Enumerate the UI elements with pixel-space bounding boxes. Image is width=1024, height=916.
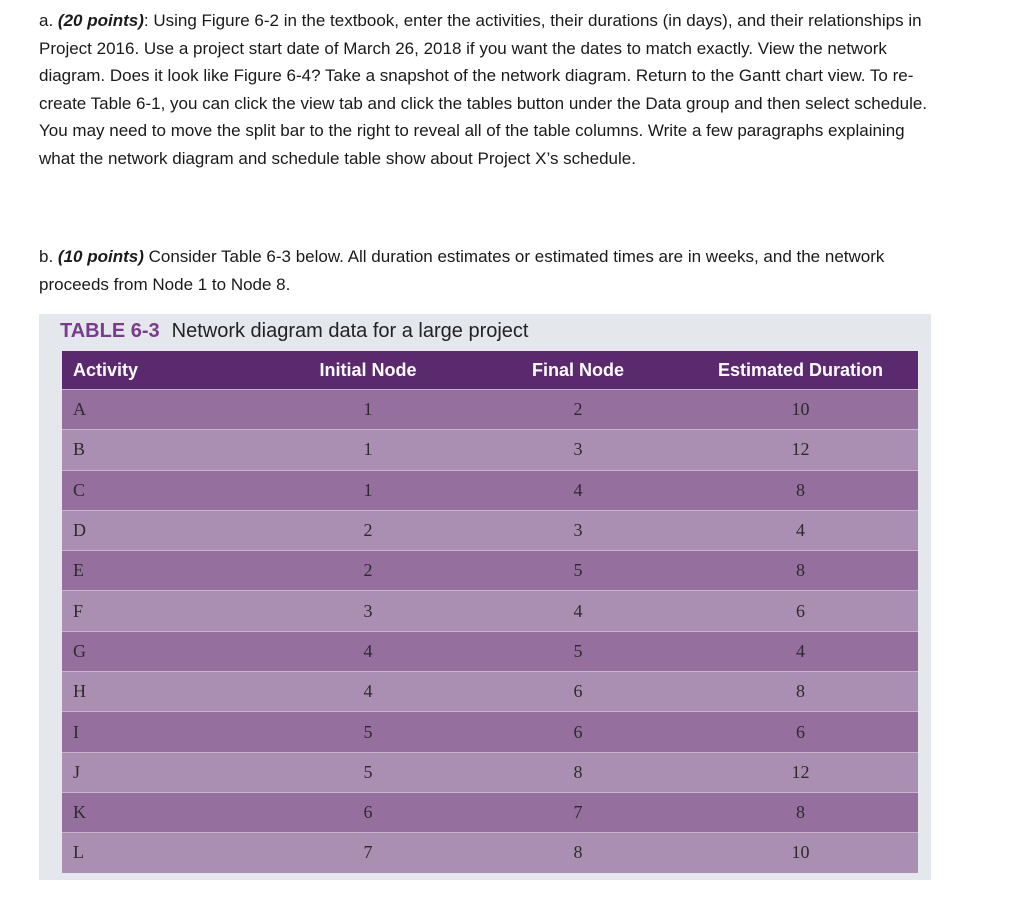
cell-activity: J (62, 752, 263, 792)
cell-activity: D (62, 510, 263, 550)
cell-final-node: 6 (473, 672, 683, 712)
table-row (62, 510, 918, 550)
table-panel (39, 314, 931, 880)
part-b-text: Consider Table 6-3 below. All duration estimates or estimated times are in weeks, and the network proceeds from Node 1 to Node 8. (39, 247, 885, 294)
network-diagram-table (62, 351, 918, 873)
cell-estimated-duration: 8 (683, 470, 918, 510)
cell-estimated-duration: 8 (683, 551, 918, 591)
cell-estimated-duration: 4 (683, 510, 918, 550)
table-caption-label: TABLE 6-3 (60, 320, 160, 342)
part-b-paragraph (39, 243, 944, 298)
table-row (62, 390, 918, 430)
cell-activity: I (62, 712, 263, 752)
table-caption-title: Network diagram data for a large project (171, 320, 529, 342)
cell-activity: H (62, 672, 263, 712)
table-row (62, 551, 918, 591)
cell-estimated-duration: 4 (683, 631, 918, 671)
part-a-points: (20 points) (57, 11, 144, 30)
cell-final-node: 5 (473, 631, 683, 671)
cell-final-node: 3 (473, 510, 683, 550)
part-a-text: : Using Figure 6-2 in the textbook, enter the activities, their durations (in days), and their relationships in Project 2016. Use a project start date of March 26, 2018 if you want the dates to match exactly. View the network diagram. Does it look like Figure 6-4? Take a snapshot of the network diagram. Return to the Gantt chart view. To re-create Table 6-1, you can click the view tab and click the tables button under the Data group and then select schedule. You may need to move the split bar to the right to reveal all of the table columns. Write a few paragraphs explaining what the network diagram and schedule table show about Project X’s schedule. (39, 11, 928, 168)
cell-final-node: 7 (473, 792, 683, 832)
table-row (62, 712, 918, 752)
table-row (62, 672, 918, 712)
header-estimated-duration: Estimated Duration (683, 351, 918, 390)
cell-initial-node: 4 (263, 631, 473, 671)
table-row (62, 631, 918, 671)
cell-activity: G (62, 631, 263, 671)
cell-estimated-duration: 8 (683, 792, 918, 832)
cell-initial-node: 1 (263, 470, 473, 510)
cell-initial-node: 5 (263, 712, 473, 752)
header-activity: Activity (62, 351, 263, 390)
part-a-label: a. (39, 11, 54, 30)
cell-activity: C (62, 470, 263, 510)
cell-estimated-duration: 12 (683, 430, 918, 470)
table-row (62, 470, 918, 510)
table-row (62, 792, 918, 832)
cell-initial-node: 1 (263, 390, 473, 430)
header-initial-node: Initial Node (263, 351, 473, 390)
cell-activity: L (62, 833, 263, 873)
cell-activity: E (62, 551, 263, 591)
cell-initial-node: 5 (263, 752, 473, 792)
cell-initial-node: 2 (263, 510, 473, 550)
table-caption (60, 319, 528, 343)
cell-final-node: 3 (473, 430, 683, 470)
header-final-node: Final Node (473, 351, 683, 390)
cell-initial-node: 3 (263, 591, 473, 631)
cell-final-node: 6 (473, 712, 683, 752)
part-b-label: b. (39, 247, 54, 266)
cell-initial-node: 6 (263, 792, 473, 832)
cell-initial-node: 1 (263, 430, 473, 470)
cell-estimated-duration: 10 (683, 833, 918, 873)
table-header-row (62, 351, 918, 390)
cell-initial-node: 7 (263, 833, 473, 873)
cell-final-node: 2 (473, 390, 683, 430)
cell-estimated-duration: 6 (683, 712, 918, 752)
cell-initial-node: 4 (263, 672, 473, 712)
table-body (62, 390, 918, 873)
cell-activity: K (62, 792, 263, 832)
cell-estimated-duration: 12 (683, 752, 918, 792)
cell-activity: B (62, 430, 263, 470)
cell-estimated-duration: 10 (683, 390, 918, 430)
cell-final-node: 4 (473, 470, 683, 510)
cell-estimated-duration: 6 (683, 591, 918, 631)
table-row (62, 430, 918, 470)
part-b-points: (10 points) (57, 247, 144, 266)
cell-final-node: 8 (473, 833, 683, 873)
cell-final-node: 8 (473, 752, 683, 792)
part-a-paragraph (39, 7, 944, 172)
cell-final-node: 4 (473, 591, 683, 631)
table-row (62, 752, 918, 792)
cell-estimated-duration: 8 (683, 672, 918, 712)
cell-activity: F (62, 591, 263, 631)
cell-activity: A (62, 390, 263, 430)
cell-final-node: 5 (473, 551, 683, 591)
table-row (62, 591, 918, 631)
cell-initial-node: 2 (263, 551, 473, 591)
table-row (62, 833, 918, 873)
